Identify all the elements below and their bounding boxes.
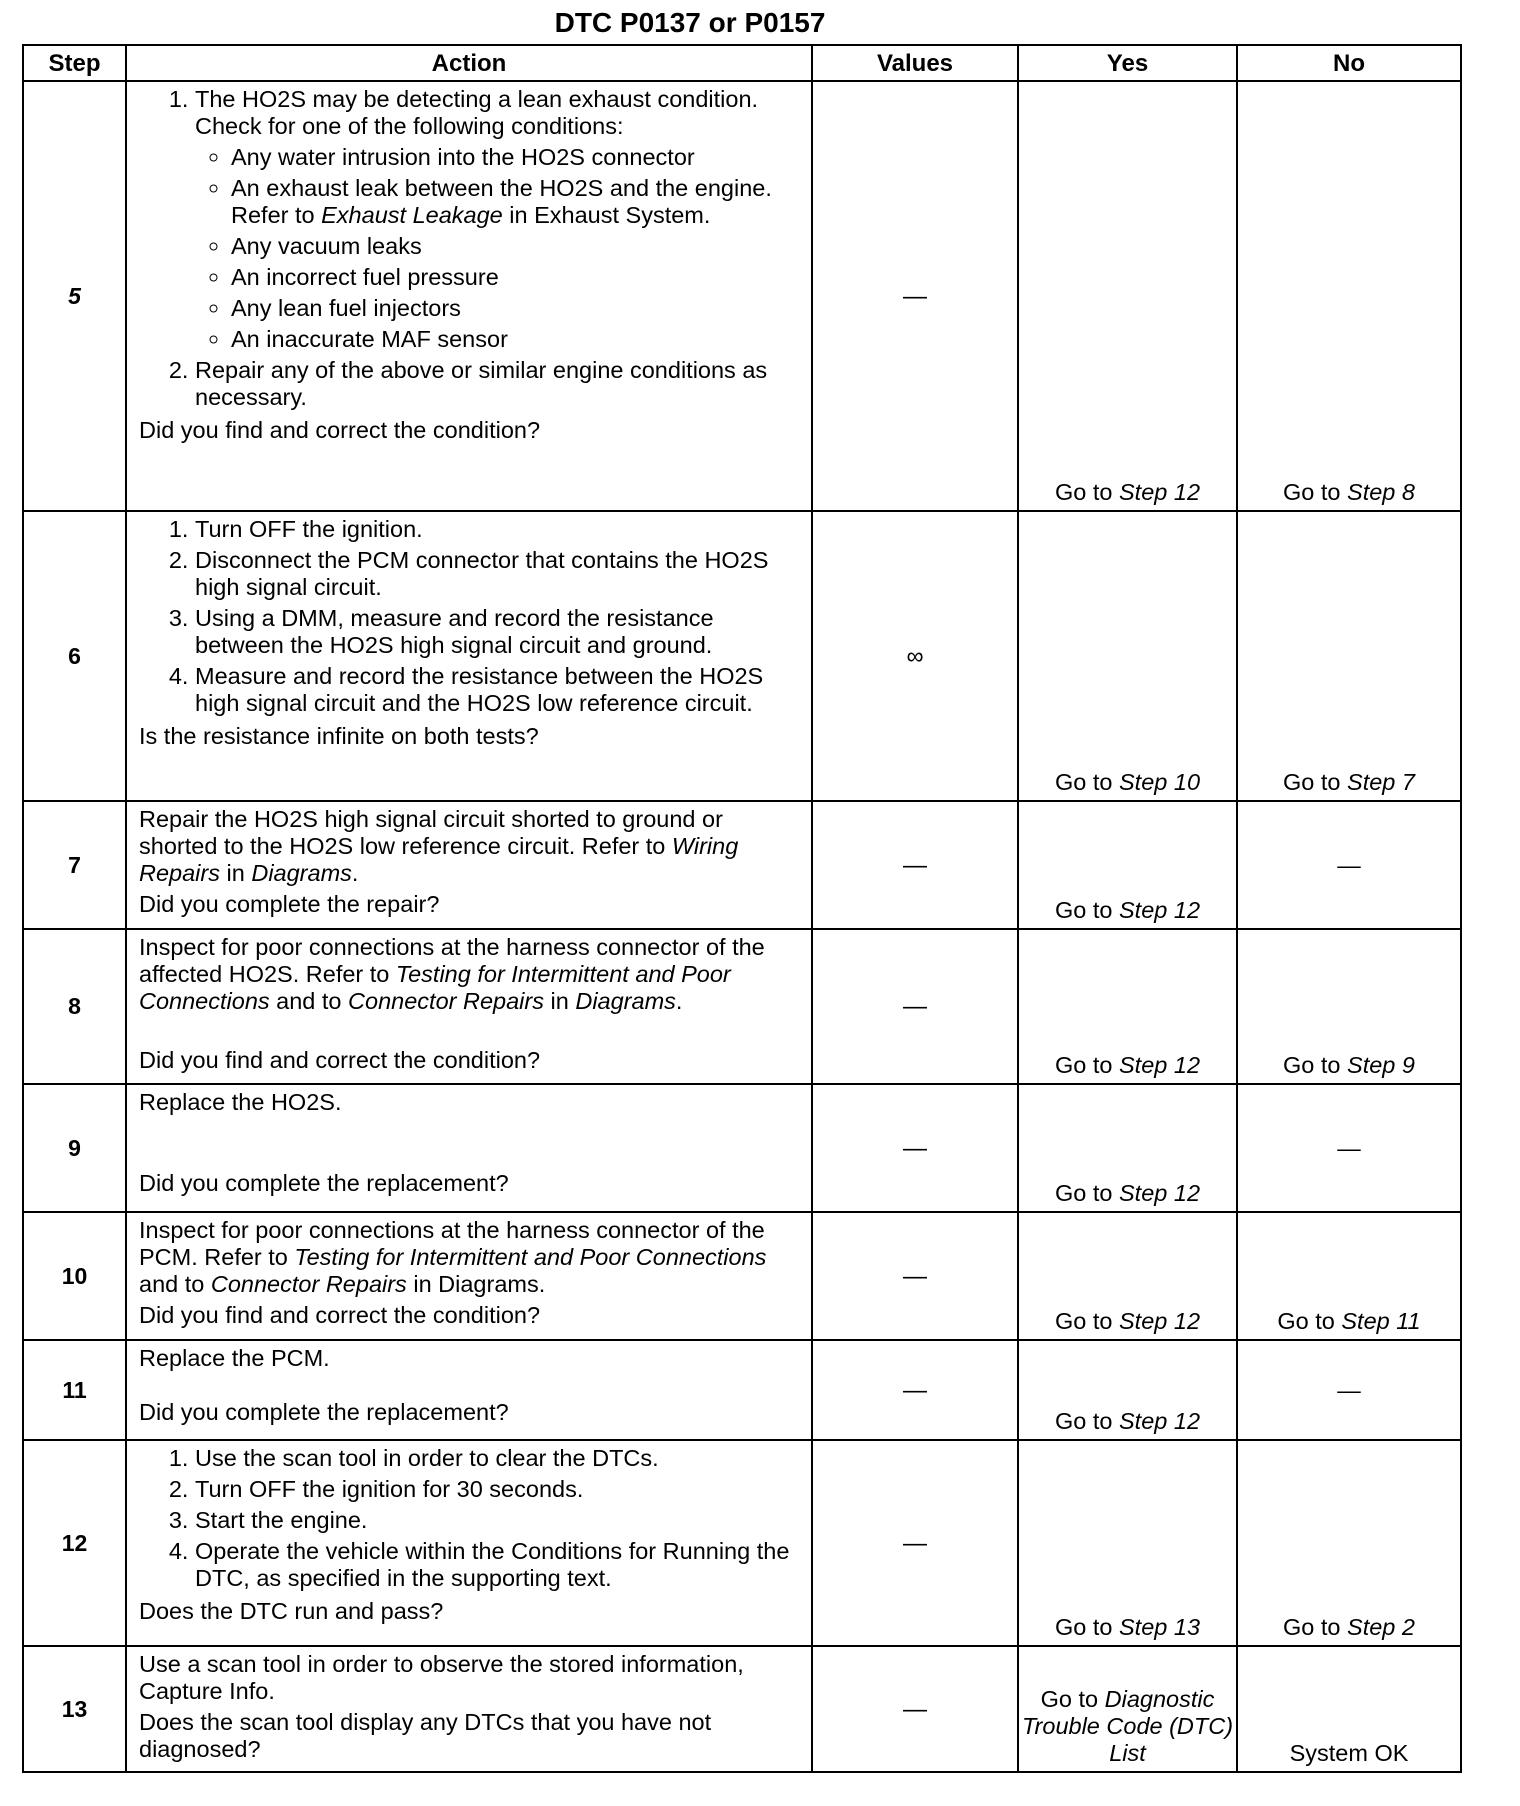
value-cell: — — [812, 1084, 1018, 1212]
action-step: 2. Repair any of the above or similar engine conditions as necessary. — [195, 357, 801, 411]
no-cell: — — [1237, 1340, 1461, 1440]
action-cell — [126, 1340, 812, 1440]
reference-link: Connector Repairs — [348, 988, 544, 1014]
condition-item: ◦ An incorrect fuel pressure — [231, 264, 801, 291]
header-no: No — [1237, 45, 1461, 81]
action-question: Does the DTC run and pass? — [139, 1598, 444, 1624]
action-text: Use a scan tool in order to observe the stored information, Capture Info. — [139, 1651, 744, 1704]
goto-step-link[interactable]: Step 2 — [1347, 1614, 1415, 1640]
no-cell: Go to Step 11 — [1237, 1212, 1461, 1340]
document-title: DTC P0137 or P0157 — [554, 7, 826, 38]
action-step: 1. The HO2S may be detecting a lean exhaust condition. Check for one of the following conditions: ◦ Any water intrusion into the HO2S connector ◦ An exhaust leak between the HO2S and the engine. Refer to Exhaust Leakage in Exhaust System. ◦ Any vacuum leaks ◦ An incorrect fuel pressure ◦ Any lean fuel injectors ◦ An inaccurate MAF sensor — [195, 86, 801, 353]
goto-step-link[interactable]: Step 7 — [1347, 769, 1415, 795]
step-number: 6 — [23, 511, 126, 801]
table-row — [23, 81, 1461, 511]
goto-step-link[interactable]: Step 9 — [1347, 1052, 1415, 1078]
goto-step-link[interactable]: Step 11 — [1341, 1308, 1421, 1334]
condition-item: ◦ An inaccurate MAF sensor — [231, 326, 801, 353]
action-steps — [139, 86, 801, 411]
step-number: 12 — [23, 1440, 126, 1646]
action-cell — [126, 929, 812, 1084]
reference-link: Wiring Repairs — [139, 833, 739, 886]
header-yes: Yes — [1018, 45, 1237, 81]
action-question: Did you complete the replacement? — [139, 1170, 509, 1196]
condition-item: ◦ Any lean fuel injectors — [231, 295, 801, 322]
action-question: Did you complete the repair? — [139, 891, 440, 917]
table-row — [23, 1212, 1461, 1340]
table-row — [23, 1340, 1461, 1440]
goto-step-link[interactable]: Step 12 — [1119, 1180, 1201, 1206]
value-cell: ∞ — [812, 511, 1018, 801]
condition-list — [195, 144, 801, 353]
table-row — [23, 511, 1461, 801]
value-cell: — — [812, 801, 1018, 929]
action-question: Does the scan tool display any DTCs that you have not diagnosed? — [139, 1709, 712, 1762]
yes-cell: Go to Step 12 — [1018, 1084, 1237, 1212]
table-row — [23, 801, 1461, 929]
goto-step-link[interactable]: Step 12 — [1119, 1308, 1201, 1334]
step-number: 10 — [23, 1212, 126, 1340]
action-step: 4. Measure and record the resistance between the HO2S high signal circuit and the HO2S low reference circuit. — [195, 663, 801, 717]
action-steps — [139, 516, 801, 717]
action-cell — [126, 1084, 812, 1212]
step-number: 9 — [23, 1084, 126, 1212]
table-row — [23, 1440, 1461, 1646]
step-number: 11 — [23, 1340, 126, 1440]
goto-step-link[interactable]: Step 12 — [1119, 479, 1201, 505]
header-action: Action — [126, 45, 812, 81]
value-cell: — — [812, 81, 1018, 511]
table-header-row — [23, 45, 1461, 81]
action-question: Is the resistance infinite on both tests? — [139, 723, 539, 749]
condition-item: ◦ Any vacuum leaks — [231, 233, 801, 260]
step-number: 8 — [23, 929, 126, 1084]
action-question: Did you find and correct the condition? — [139, 1047, 541, 1073]
no-cell: Go to Step 2 — [1237, 1440, 1461, 1646]
action-text: Replace the PCM. — [139, 1345, 330, 1371]
action-text: Inspect for poor connections at the harness connector of the PCM. Refer to Testing for Intermittent and Poor Connections and to Connector Repairs in Diagrams. — [139, 1217, 767, 1297]
goto-step-link[interactable]: Step 13 — [1119, 1614, 1201, 1640]
yes-cell: Go to Step 13 — [1018, 1440, 1237, 1646]
reference-link: Diagrams — [251, 860, 352, 886]
goto-step-link[interactable]: Step 10 — [1119, 769, 1201, 795]
value-cell: — — [812, 1440, 1018, 1646]
value-cell: — — [812, 1212, 1018, 1340]
header-values: Values — [812, 45, 1018, 81]
reference-link: Connector Repairs — [210, 1271, 407, 1297]
yes-cell: Go to Step 10 — [1018, 511, 1237, 801]
value-cell: — — [812, 929, 1018, 1084]
no-cell: System OK — [1237, 1646, 1461, 1772]
goto-step-link[interactable]: Step 12 — [1119, 897, 1201, 923]
reference-link: Diagrams — [575, 988, 676, 1014]
table-row — [23, 1084, 1461, 1212]
action-step: 2. Disconnect the PCM connector that contains the HO2S high signal circuit. — [195, 547, 801, 601]
action-cell — [126, 801, 812, 929]
reference-link: Testing for Intermittent and Poor Connections — [139, 961, 731, 1014]
reference-link: Diagrams — [438, 1271, 539, 1297]
step-number: 5 — [23, 81, 126, 511]
action-question: Did you complete the replacement? — [139, 1399, 509, 1425]
yes-cell: Go to Diagnostic Trouble Code (DTC) List — [1018, 1646, 1237, 1772]
yes-cell: Go to Step 12 — [1018, 81, 1237, 511]
no-cell: Go to Step 7 — [1237, 511, 1461, 801]
action-step: 2. Turn OFF the ignition for 30 seconds. — [195, 1476, 801, 1503]
action-step: 1. Turn OFF the ignition. — [195, 516, 801, 543]
goto-dtc-list-link[interactable]: Diagnostic Trouble Code (DTC) List — [1021, 1686, 1234, 1766]
table-row — [23, 1646, 1461, 1772]
action-text: Replace the HO2S. — [139, 1089, 342, 1115]
value-cell: — — [812, 1340, 1018, 1440]
action-cell — [126, 1212, 812, 1340]
condition-item: ◦ Any water intrusion into the HO2S connector — [231, 144, 801, 171]
action-cell — [126, 511, 812, 801]
action-question: Did you find and correct the condition? — [139, 1302, 541, 1328]
yes-cell: Go to Step 12 — [1018, 1340, 1237, 1440]
reference-link: Testing for Intermittent and Poor Connections — [294, 1244, 767, 1270]
no-cell: — — [1237, 1084, 1461, 1212]
header-step: Step — [23, 45, 126, 81]
diagnostic-table — [22, 44, 1462, 1773]
goto-step-link[interactable]: Step 12 — [1119, 1408, 1201, 1434]
step-number: 7 — [23, 801, 126, 929]
yes-cell: Go to Step 12 — [1018, 929, 1237, 1084]
action-cell — [126, 1440, 812, 1646]
yes-cell: Go to Step 12 — [1018, 1212, 1237, 1340]
action-step: 3. Start the engine. — [195, 1507, 801, 1534]
yes-cell: Go to Step 12 — [1018, 801, 1237, 929]
action-step: 1. Use the scan tool in order to clear the DTCs. — [195, 1445, 801, 1472]
value-cell: — — [812, 1646, 1018, 1772]
action-cell — [126, 1646, 812, 1772]
action-step: 4. Operate the vehicle within the Conditions for Running the DTC, as specified in the supporting text. — [195, 1538, 801, 1592]
reference-link: Exhaust Leakage — [321, 202, 503, 228]
action-step: 3. Using a DMM, measure and record the resistance between the HO2S high signal circuit and ground. — [195, 605, 801, 659]
action-text: Inspect for poor connections at the harness connector of the affected HO2S. Refer to Testing for Intermittent and Poor Connections and to Connector Repairs in Diagrams. — [139, 934, 765, 1014]
condition-item: ◦ An exhaust leak between the HO2S and the engine. Refer to Exhaust Leakage in Exhaust System. — [231, 175, 801, 229]
action-question: Did you find and correct the condition? — [139, 417, 541, 443]
action-cell — [126, 81, 812, 511]
action-text: Repair the HO2S high signal circuit shorted to ground or shorted to the HO2S low reference circuit. Refer to Wiring Repairs in Diagrams. — [139, 806, 739, 886]
step-number: 13 — [23, 1646, 126, 1772]
table-row — [23, 929, 1461, 1084]
no-cell: Go to Step 8 — [1237, 81, 1461, 511]
goto-step-link[interactable]: Step 12 — [1119, 1052, 1201, 1078]
no-cell: Go to Step 9 — [1237, 929, 1461, 1084]
action-steps — [139, 1445, 801, 1592]
goto-step-link[interactable]: Step 8 — [1347, 479, 1415, 505]
no-cell: — — [1237, 801, 1461, 929]
